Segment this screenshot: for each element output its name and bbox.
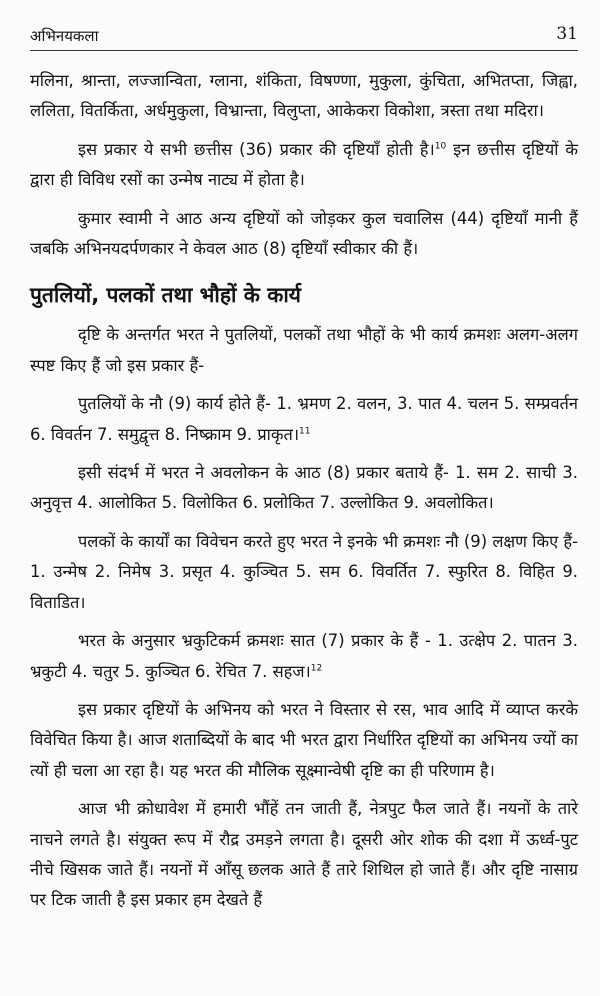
footnote-marker: 11 — [299, 426, 311, 437]
paragraph: भरत के अनुसार भ्रकुटिकर्म क्रमशः सात (7) प्रकार के हैं - 1. उत्क्षेप 2. पातन 3. भ्रकुटी 4. चतुर 5. कुञ्चित 6. रेचित 7. सहज।$^{12}$ — [30, 631, 578, 681]
paragraph: इस प्रकार दृष्टियों के अभिनय को भरत ने विस्तार से रस, भाव आदि में व्याप्त करके विवेचित किया है। आज शताब्दियों के बाद भी भरत द्वारा निर्धारित दृष्टियों का अभिनय ज्यों का त्यों ही चला आ रहा है। यह भरत की मौलिक सूक्ष्मान्वेषी दृष्टि का ही परिणाम है। — [30, 699, 578, 780]
footnote-marker: 10 — [434, 141, 447, 152]
header-rule — [30, 50, 578, 51]
paragraph: इस प्रकार ये सभी छत्तीस (36) प्रकार की दृष्टियाँ होती है।$^{10}$ इन छत्तीस दृष्टियों के द्वारा ही विविध रसों का उन्मेष नाट्य में होता है। — [30, 139, 578, 190]
paragraph: कुमार स्वामी ने आठ अन्य दृष्टियों को जोड़कर कुल चवालिस (44) दृष्टियाँ मानी हैं जबकि अभिनयदर्पणकार ने केवल आठ (8) दृष्टियाँ स्वीकार की हैं। — [30, 208, 578, 259]
paragraph: मलिना, श्रान्ता, लज्जान्विता, ग्लाना, शंकिता, विषण्णा, मुकुला, कुंचिता, अभितप्ता, जिह्वा, ललिता, वितर्किता, अर्धमुकुला, विभ्रान्ता, विलुप्ता, आकेकरा विकोशा, त्रस्ता तथा मदिरा। — [30, 71, 578, 121]
paragraph: पलकों के कार्यों का विवेचन करते हुए भरत ने इनके भी क्रमशः नौ (9) लक्षण किए हैं- 1. उन्मेष 2. निमेष 3. प्रसृत 4. कुञ्चित 5. सम 6. विवर्तित 7. स्फुरित 8. विहित 9. विताडित। — [30, 531, 578, 612]
section-heading: पुतलियों, पलकों तथा भौहों के कार्य — [30, 283, 301, 308]
page-body — [30, 66, 578, 924]
paragraph: पुतलियों के नौ (9) कार्य होते हैं- 1. भ्रमण 2. वलन, 3. पात 4. चलन 5. सम्प्रवर्तन 6. विवर्तन 7. समुद्वृत्त 8. निष्क्राम 9. प्राकृत।$^{11}$ — [30, 394, 578, 444]
running-head: अभिनयकला — [30, 27, 99, 45]
page-number: 31 — [556, 24, 578, 44]
footnote-marker: 12 — [310, 663, 323, 674]
paragraph: दृष्टि के अन्तर्गत भरत ने पुतलियों, पलकों तथा भौहों के भी कार्य क्रमशः अलग-अलग स्पष्ट किए हैं जो इस प्रकार हैं- — [30, 325, 578, 375]
page-header — [30, 0, 578, 45]
paragraph: आज भी क्रोधावेश में हमारी भौंहें तन जाती हैं, नेत्रपुट फैल जाते हैं। नयनों के तारे नाचने लगते है। संयुक्त रूप में रौद्र उमड़ने लगता है। दूसरी ओर शोक की दशा में ऊर्ध्व-पुट नीचे खिसक जाते हैं। नयनों में आँसू छलक आते हैं तारे शिथिल हो जाते हैं। और दृष्टि नासाग्र पर टिक जाती है इस प्रकार हम देखते हैं — [30, 799, 578, 910]
paragraph: इसी संदर्भ में भरत ने अवलोकन के आठ (8) प्रकार बताये हैं- 1. सम 2. साची 3. अनुवृत्त 4. आलोकित 5. विलोकित 6. प्रलोकित 7. उल्लोकित 9. अवलोकित। — [30, 463, 578, 513]
